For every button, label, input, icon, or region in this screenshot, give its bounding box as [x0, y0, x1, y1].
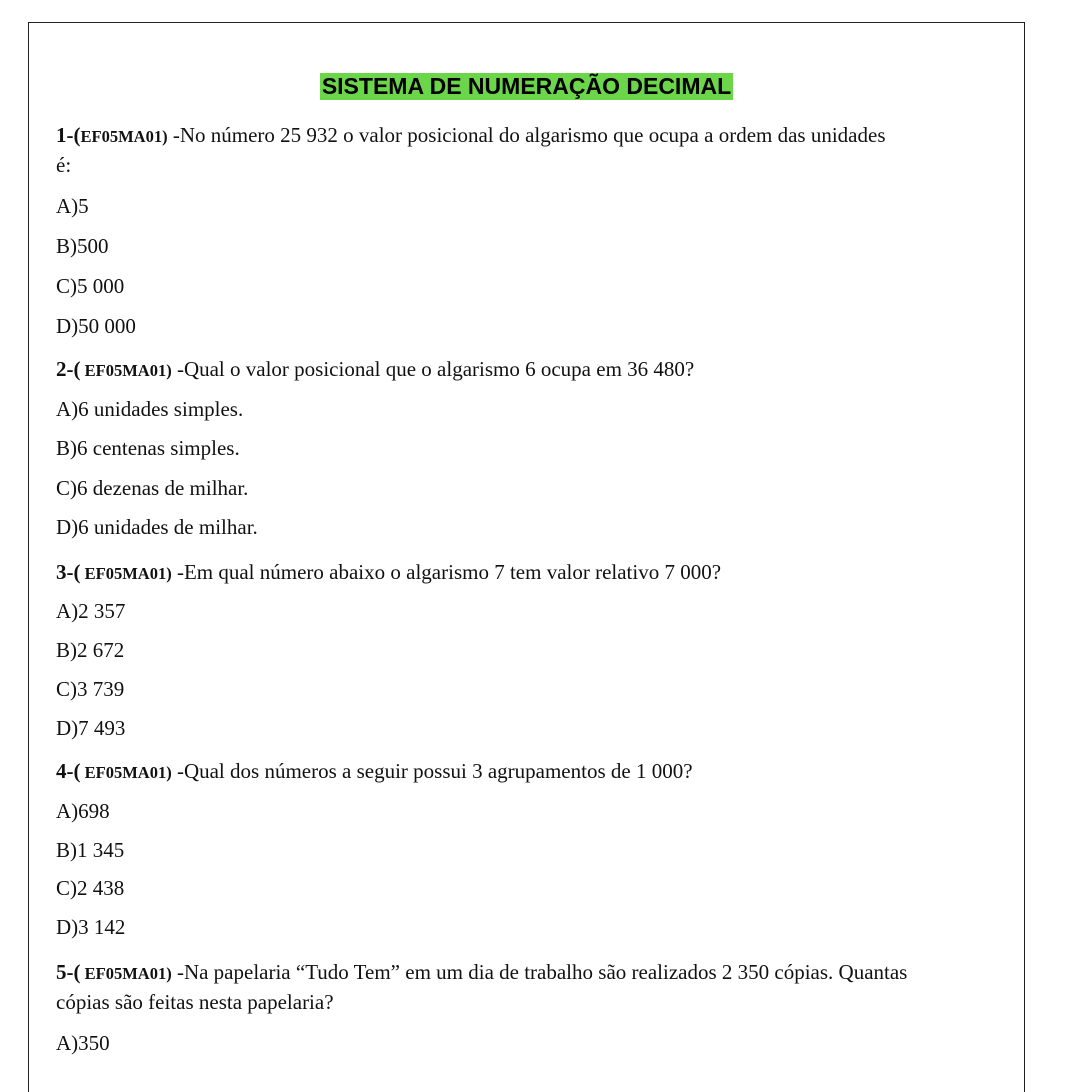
- question-4-option-d: D)3 142: [56, 915, 126, 939]
- question-number: 5-(: [56, 960, 81, 984]
- question-2-option-b: B)6 centenas simples.: [56, 436, 240, 460]
- question-number: 4-(: [56, 759, 81, 783]
- question-text: -Em qual número abaixo o algarismo 7 tem valor relativo 7 000?: [171, 560, 722, 584]
- question-3-option-c: C)3 739: [56, 677, 125, 701]
- question-1-stem: [56, 123, 886, 149]
- question-number: 1-(: [56, 123, 81, 147]
- question-2-stem: [56, 357, 694, 383]
- question-3-stem: [56, 560, 721, 586]
- question-number: 3-(: [56, 560, 81, 584]
- question-1-option-b: B)500: [56, 234, 109, 258]
- page-title: SISTEMA DE NUMERAÇÃO DECIMAL: [321, 73, 732, 99]
- question-3-option-b: B)2 672: [56, 638, 125, 662]
- question-5-stem: [56, 960, 907, 986]
- question-4-option-b: B)1 345: [56, 838, 125, 862]
- title-wrapper: [29, 73, 1024, 100]
- question-number: 2-(: [56, 357, 81, 381]
- question-4-option-c: C)2 438: [56, 876, 125, 900]
- question-2-option-c: C)6 dezenas de milhar.: [56, 476, 249, 500]
- document-page: [28, 22, 1025, 1092]
- question-5-option-a: A)350: [56, 1031, 110, 1055]
- question-4-option-a: A)698: [56, 799, 110, 823]
- question-text: -Na papelaria “Tudo Tem” em um dia de trabalho são realizados 2 350 cópias. Quantas: [171, 960, 908, 984]
- question-5-stem-line-2: cópias são feitas nesta papelaria?: [56, 990, 334, 1014]
- question-text: -No número 25 932 o valor posicional do algarismo que ocupa a ordem das unidades: [167, 123, 886, 147]
- question-code: EF05MA01): [80, 127, 168, 146]
- question-3-option-d: D)7 493: [56, 716, 126, 740]
- question-3-option-a: A)2 357: [56, 599, 126, 623]
- question-4-stem: [56, 759, 693, 785]
- question-1-option-d: D)50 000: [56, 314, 136, 338]
- question-code: EF05MA01): [80, 361, 172, 380]
- question-1-option-c: C)5 000: [56, 274, 125, 298]
- question-code: EF05MA01): [80, 763, 172, 782]
- question-2-option-a: A)6 unidades simples.: [56, 397, 244, 421]
- question-1-stem-line-2: é:: [56, 153, 72, 177]
- question-code: EF05MA01): [80, 964, 172, 983]
- question-text: -Qual dos números a seguir possui 3 agrupamentos de 1 000?: [171, 759, 693, 783]
- question-text: -Qual o valor posicional que o algarismo 6 ocupa em 36 480?: [171, 357, 695, 381]
- question-code: EF05MA01): [80, 564, 172, 583]
- question-2-option-d: D)6 unidades de milhar.: [56, 515, 258, 539]
- question-1-option-a: A)5: [56, 194, 89, 218]
